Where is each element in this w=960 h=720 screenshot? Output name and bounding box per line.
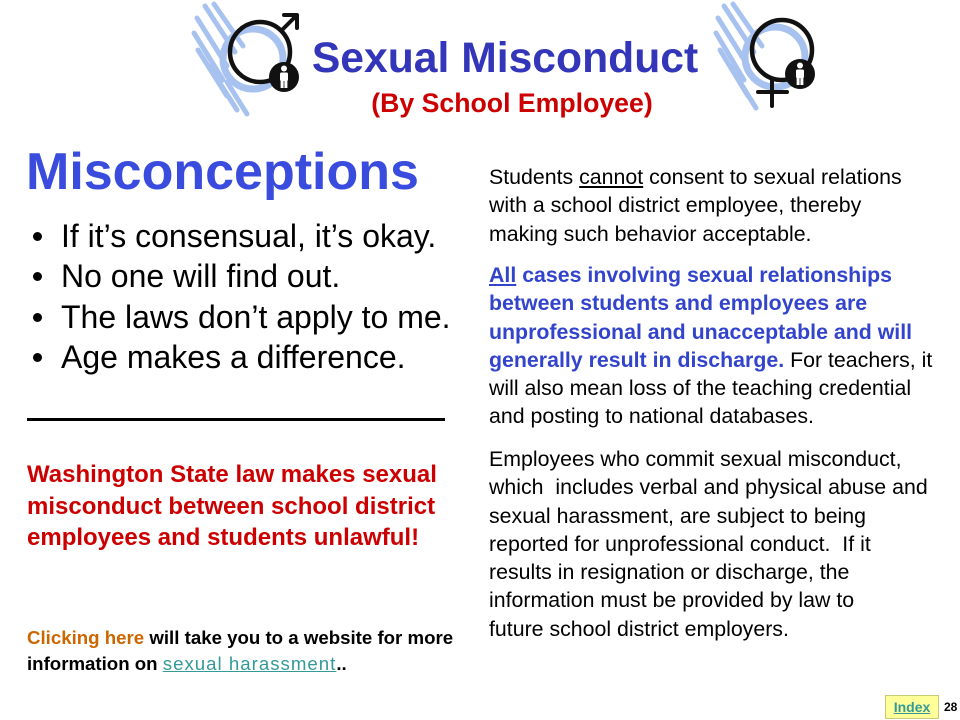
misconceptions-list	[0, 216, 451, 377]
more-info-lead: Clicking here	[27, 627, 145, 648]
list-item-text: If it’s consensual, it’s okay.	[61, 218, 437, 254]
slide-title: Sexual Misconduct	[311, 34, 699, 82]
list-item-text: The laws don’t apply to me.	[61, 298, 451, 335]
symbol-arrow	[282, 15, 298, 31]
list-item-text: Age makes a difference.	[61, 338, 406, 375]
fact-reporting: Employees who commit sexual misconduct, which includes verbal and physical abuse and sexual harassment, are subject to being reported for unprofessional conduct. If it results in resignation or discharge, the information must be provided by law to future school district employers.	[489, 447, 928, 641]
fact-relationships-statement: cases involving sexual relationships between students and employees are unprofessional and unacceptable and will generally result in discharge.	[489, 263, 913, 372]
fact-consent-emphasis: cannot	[579, 165, 644, 189]
list-item-text: No one will find out.	[61, 258, 341, 295]
more-info-text: will take you to a website for more information on	[27, 627, 454, 674]
list-item	[0, 337, 451, 377]
person-body	[280, 73, 288, 82]
person-badge-icon	[785, 59, 815, 89]
fact-consent	[489, 163, 902, 248]
person-leg	[281, 80, 284, 88]
section-divider	[27, 418, 445, 421]
bullet-icon	[33, 232, 42, 241]
bullet-icon	[33, 272, 42, 281]
person-leg	[797, 77, 800, 85]
more-info-trailing: ..	[336, 653, 347, 674]
fact-relationships	[489, 261, 932, 431]
fact-relationships-emphasis: All	[489, 263, 517, 287]
person-head	[797, 63, 803, 69]
fact-relationships-detail: For teachers, it will also mean loss of the teaching credential and posting to national databases.	[489, 347, 933, 429]
slide-subtitle: (By School Employee)	[371, 88, 653, 118]
male-symbol-icon	[185, 0, 315, 120]
sexual-harassment-link[interactable]: sexual harassment	[162, 653, 337, 674]
misconceptions-heading: Misconceptions	[26, 143, 419, 201]
index-button[interactable]: Index	[885, 695, 939, 719]
law-notice: Washington State law makes sexual misconduct between school district employees and students unlawful!	[27, 461, 437, 551]
person-body	[796, 70, 804, 79]
motion-streaks	[716, 4, 762, 108]
list-item	[0, 256, 451, 296]
bullet-icon	[33, 353, 42, 362]
fact-consent-rest: consent to sexual relations with a school district employee, thereby making such behavior acceptable.	[489, 165, 902, 246]
more-info	[27, 625, 453, 677]
list-item	[0, 216, 451, 256]
person-leg	[284, 80, 287, 88]
person-badge-icon	[269, 62, 299, 92]
bullet-icon	[33, 313, 42, 322]
list-item	[0, 297, 451, 337]
person-head	[281, 66, 287, 72]
fact-consent-lead: Students	[489, 165, 580, 189]
page-number: 28	[944, 700, 958, 714]
person-leg	[800, 77, 803, 85]
female-symbol-icon	[712, 0, 837, 120]
